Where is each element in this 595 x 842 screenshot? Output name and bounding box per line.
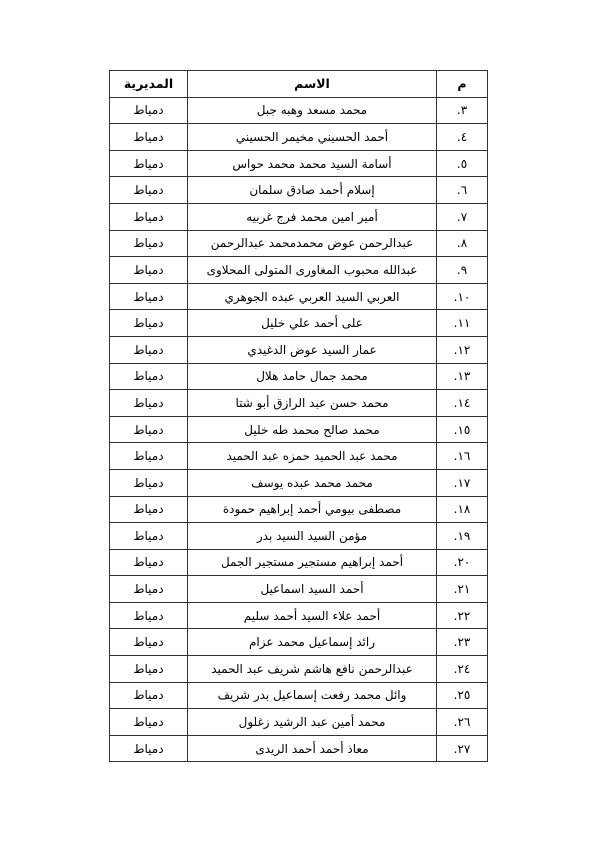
row-directorate: دمياط xyxy=(110,310,188,337)
row-directorate: دمياط xyxy=(110,203,188,230)
table-row xyxy=(110,682,488,709)
table-row xyxy=(110,97,488,124)
table-row xyxy=(110,203,488,230)
table-body xyxy=(110,97,488,762)
row-name: على أحمد علي خليل xyxy=(188,310,437,337)
row-name: محمد صالح محمد طه خليل xyxy=(188,416,437,443)
row-directorate: دمياط xyxy=(110,602,188,629)
row-number: ١٣. xyxy=(437,363,488,390)
row-number: ٣. xyxy=(437,97,488,124)
row-number: ٤. xyxy=(437,124,488,151)
row-name: عبدالرحمن نافع هاشم شريف عبد الحميد xyxy=(188,656,437,683)
row-number: ٧. xyxy=(437,203,488,230)
row-name: إسلام أحمد صادق سلمان xyxy=(188,177,437,204)
row-number: ١٢. xyxy=(437,336,488,363)
table-row xyxy=(110,443,488,470)
table-row xyxy=(110,549,488,576)
row-name: محمد عبد الحميد حمزه عبد الحميد xyxy=(188,443,437,470)
row-directorate: دمياط xyxy=(110,735,188,762)
table-row xyxy=(110,602,488,629)
row-directorate: دمياط xyxy=(110,656,188,683)
participants-table xyxy=(109,70,488,762)
row-name: العربي السيد العربي عبده الجوهري xyxy=(188,283,437,310)
row-name: عمار السيد عوض الدغيدي xyxy=(188,336,437,363)
row-name: محمد جمال حامد هلال xyxy=(188,363,437,390)
table-row xyxy=(110,150,488,177)
row-name: محمد محمد عبده يوسف xyxy=(188,469,437,496)
row-name: رائد إسماعيل محمد عزام xyxy=(188,629,437,656)
row-name: وائل محمد رفعت إسماعيل بدر شريف xyxy=(188,682,437,709)
row-name: أحمد السيد اسماعيل xyxy=(188,576,437,603)
row-number: ١٥. xyxy=(437,416,488,443)
table-row xyxy=(110,124,488,151)
row-directorate: دمياط xyxy=(110,363,188,390)
row-name: محمد مسعد وهبه جبل xyxy=(188,97,437,124)
row-name: محمد حسن عبد الرازق أبو شتا xyxy=(188,390,437,417)
table-header-row xyxy=(110,71,488,98)
row-name: أحمد الحسيني مخيمر الحسيني xyxy=(188,124,437,151)
row-name: مؤمن السيد السيد بدر xyxy=(188,523,437,550)
row-number: ٢٢. xyxy=(437,602,488,629)
row-number: ٢٤. xyxy=(437,656,488,683)
table-row xyxy=(110,230,488,257)
table-row xyxy=(110,390,488,417)
row-directorate: دمياط xyxy=(110,124,188,151)
row-directorate: دمياط xyxy=(110,709,188,736)
row-number: ٥. xyxy=(437,150,488,177)
row-name: أحمد إبراهيم مستجير مستجير الجمل xyxy=(188,549,437,576)
row-directorate: دمياط xyxy=(110,150,188,177)
table-row xyxy=(110,469,488,496)
table-row xyxy=(110,735,488,762)
row-name: أمير امين محمد فرج غربيه xyxy=(188,203,437,230)
row-number: ٢٣. xyxy=(437,629,488,656)
row-number: ١٧. xyxy=(437,469,488,496)
row-number: ٢٠. xyxy=(437,549,488,576)
row-name: محمد أمين عبد الرشيد زغلول xyxy=(188,709,437,736)
row-number: ٢٦. xyxy=(437,709,488,736)
row-name: معاذ أحمد أحمد الريدى xyxy=(188,735,437,762)
row-name: أحمد علاء السيد أحمد سليم xyxy=(188,602,437,629)
row-directorate: دمياط xyxy=(110,283,188,310)
header-number: م xyxy=(437,71,488,98)
row-directorate: دمياط xyxy=(110,469,188,496)
row-number: ٨. xyxy=(437,230,488,257)
row-directorate: دمياط xyxy=(110,549,188,576)
row-number: ١٦. xyxy=(437,443,488,470)
row-number: ٦. xyxy=(437,177,488,204)
row-directorate: دمياط xyxy=(110,576,188,603)
header-directorate: المديرية xyxy=(110,71,188,98)
row-directorate: دمياط xyxy=(110,230,188,257)
row-directorate: دمياط xyxy=(110,416,188,443)
row-directorate: دمياط xyxy=(110,443,188,470)
table-row xyxy=(110,656,488,683)
row-name: مصطفى بيومي أحمد إبراهيم حمودة xyxy=(188,496,437,523)
table-row xyxy=(110,310,488,337)
row-number: ١٠. xyxy=(437,283,488,310)
table-row xyxy=(110,257,488,284)
row-name: عبدالرحمن عوض محمدمحمد عبدالرحمن xyxy=(188,230,437,257)
header-name: الاسم xyxy=(188,71,437,98)
row-directorate: دمياط xyxy=(110,682,188,709)
table-row xyxy=(110,709,488,736)
row-name: عبدالله محبوب المغاورى المتولى المحلاوى xyxy=(188,257,437,284)
row-number: ٢٧. xyxy=(437,735,488,762)
row-directorate: دمياط xyxy=(110,336,188,363)
table-row xyxy=(110,629,488,656)
table-row xyxy=(110,416,488,443)
row-directorate: دمياط xyxy=(110,257,188,284)
row-number: ٩. xyxy=(437,257,488,284)
table-row xyxy=(110,576,488,603)
row-directorate: دمياط xyxy=(110,97,188,124)
row-number: ١٩. xyxy=(437,523,488,550)
row-directorate: دمياط xyxy=(110,629,188,656)
table-row xyxy=(110,523,488,550)
row-number: ١٤. xyxy=(437,390,488,417)
row-directorate: دمياط xyxy=(110,523,188,550)
table-row xyxy=(110,283,488,310)
table-row xyxy=(110,496,488,523)
row-directorate: دمياط xyxy=(110,496,188,523)
row-number: ٢٥. xyxy=(437,682,488,709)
row-number: ١١. xyxy=(437,310,488,337)
row-directorate: دمياط xyxy=(110,390,188,417)
row-number: ١٨. xyxy=(437,496,488,523)
row-name: أسامة السيد محمد محمد حواس xyxy=(188,150,437,177)
row-number: ٢١. xyxy=(437,576,488,603)
table-row xyxy=(110,363,488,390)
table-row xyxy=(110,177,488,204)
row-directorate: دمياط xyxy=(110,177,188,204)
table-row xyxy=(110,336,488,363)
